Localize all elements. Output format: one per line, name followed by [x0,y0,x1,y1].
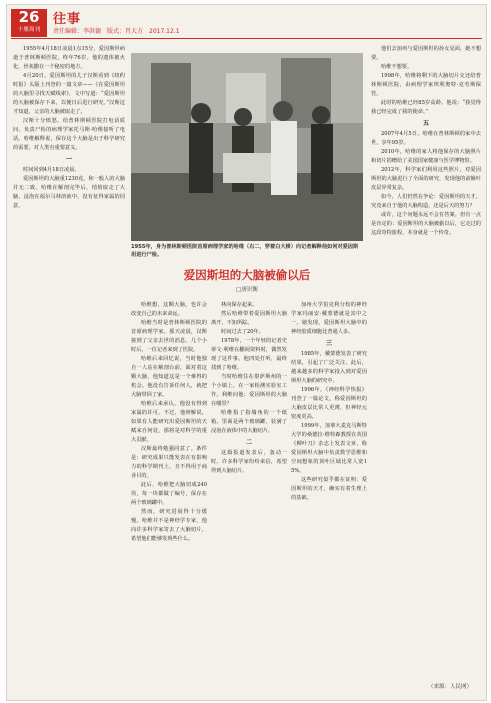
paragraph: 哈维指了指墙角的一个纸箱。里面是两个玻璃罐，装满了浸泡在液体中的大脑切片。 [211,410,287,434]
page-badge [11,9,47,37]
photo-illustration [131,53,363,241]
section-heading: 二 [245,439,252,446]
article-column-1 [13,45,125,695]
paragraph: 4月20日，爱因斯坦的儿子汉斯看到《纽约时报》头版上刊登的一篇文章——《在爱因斯坦的大脑里寻找天赋线索》，文中写道：“爱因斯坦的大脑被保存下来，以便日后进行研究。”汉斯这才知道，父亲的大脑被取走了。 [13,73,125,115]
paragraph: 此后，哈维把大脑切成240块，每一块都做了编号，保存在两个玻璃罐中。 [131,482,207,506]
paragraph: 如今，人们仍然在争论：爱因斯坦的天才，究竟来自于他的大脑构造，还是后天的努力？ [371,194,481,209]
paragraph: 哈维当时是普林斯顿医院的首席病理学家。那天凌晨，汉斯接到了父亲去世的消息。几个小时后，一位记者来到了医院。 [131,320,207,353]
section-heading: 三 [325,340,332,347]
paragraph: 时间过去了20年。 [221,329,264,335]
article-title: 爱因斯坦的大脑被偷以后 [183,268,311,282]
article-column-3 [211,301,287,695]
paragraph: 然而，研究进展得十分缓慢。哈维并不是神经学专家，他向许多科学家寄去了大脑切片，希望他们能够发现些什么。 [131,509,207,542]
article-column-4 [291,301,367,695]
paragraph: 哈维后来承认，他没有得到家属的许可。不过，他辩解说，如果有人能研究出爱因斯坦的天赋来自何处，那将是对科学的重大贡献。 [131,401,207,443]
paragraph: 他们去加州与爱因斯坦的孙女见面，她不想要。 [371,46,481,61]
page-header [7,5,486,41]
paragraph: 这些研究似乎都在证明：爱因斯坦的天才，确实有着生理上的基础。 [291,477,367,501]
paragraph: 1999年，加拿大麦克马斯特大学的桑德拉·维特森教授在英国《柳叶刀》杂志上发表文章，称爱因斯坦大脑中负责数学思维和空间想象的顶叶区域比常人宽15%。 [291,423,367,474]
paragraph: 哈维不想要。 [381,64,413,70]
paragraph: 林向保存起来。 [221,302,258,308]
paragraph: 或许，这个问题永远不会有答案。但有一点是肯定的：爱因斯坦的大脑被偷以后，它走过的这段奇特旅程，本身就是一个传奇。 [371,212,481,236]
paragraph: 1996年，《神经科学快报》刊登了一篇论文，称爱因斯坦的大脑皮层比常人更薄，但神经元密度更高。 [291,387,367,420]
paragraph: 爱因斯坦的大脑重1230克，和一般人的大脑并无二致。哈维在解剖完毕后，悄悄取走了大脑，浸泡在福尔马林溶液中，没有征得家属的同意。 [13,176,125,209]
paragraph: 2010年，哈维的家人将他保存的大脑照片和切片捐赠给了美国国家健康与医学博物馆。 [371,149,481,164]
paragraph: 汉斯十分愤怒，给普林斯顿医院打电话质问。负责尸检的病理学家托马斯·哈维接听了电话。哈维解释说，保存这个大脑是出于科学研究的需要，对人类有重要意义。 [13,118,125,151]
paragraph: 汉斯最终勉强同意了。条件是：研究成果只能发表在有影响力的科学期刊上，且不得用于商业目的。 [131,446,207,479]
paragraph: 此时的哈维已经85岁高龄。他说：“我觉得我已经完成了我的使命。” [371,100,481,115]
page-number: 26 [18,8,40,26]
paragraph: 2007年4月5日，哈维在普林斯顿的家中去世，享年95岁。 [371,131,481,146]
paragraph: 当时哈维住在堪萨斯州的一个小镇上，在一家检测实验室工作。利维问他：爱因斯坦的大脑在哪里？ [211,374,287,407]
paragraph: 哈维想，这颗大脑，也许会改变自己的未来命运。 [131,302,207,317]
publication-name: 十堰周刊 [17,27,41,33]
photo-caption: 1955年，身为普林斯顿医院首席病理学家的哈维（右二，穿着白大褂）向记者解释他如何对爱因斯坦进行尸检。 [131,244,359,258]
paragraph: 1985年，戴蒙德发表了研究结果，引起了广泛关注。此后，越来越多的科学家投入到对爱因斯坦大脑的研究中。 [291,351,367,384]
paragraph: 加州大学伯克利分校的神经学家玛丽安·戴蒙德就是其中之一。她发现，爱因斯坦大脑中的神经胶质细胞比普通人多。 [291,302,367,335]
paragraph: 时间回到4月18日凌晨。 [23,167,80,173]
article-column-5 [371,45,481,681]
header-rule [11,38,482,39]
paragraph: 然后哈维带着爱因斯坦大脑离开，不知所踪。 [211,311,287,326]
article-column-2 [131,301,207,695]
paragraph: 这篇报道发表后，轰动一时。许多科学家纷纷来信，希望得到大脑切片。 [211,450,287,474]
article-byline: □唐识衡 [236,287,258,293]
paragraph: 2012年，科学家们利用这些照片，对爱因斯坦的大脑进行了全面的研究，发现他的前额叶皮层异常复杂。 [371,167,481,191]
paragraph: 1978年，一个年轻的记者史蒂文·利维在翻阅资料时，偶然发现了这件事。他四处打听，最终找到了哈维。 [211,338,287,371]
section-heading: 一 [65,156,72,163]
article-source: （来源：人民网） [427,684,472,690]
section-heading: 五 [422,120,429,127]
historical-photo [131,53,363,241]
editor-credits: 责任编辑：李洪德 版式：肖大方 2017.12.1 [53,28,180,35]
section-title: 往事 [53,12,82,27]
paragraph: 1955年4月18日凌晨1点15分，爱因斯坦病逝于普林斯顿医院，终年76岁。他的遗体被火化，骨灰撒在一个秘密的地方。 [13,46,125,70]
paragraph: 哈维后来回忆说，当时他独自一人站在解剖台前，面对着这颗大脑，他知道这是一个难得的机会。他没有告诉任何人，就把大脑带回了家。 [131,356,207,398]
paragraph: 1998年，哈维将剩下的大脑切片交还给普林斯顿医院，由病理学家埃利奥特·克劳斯保管。 [371,73,481,97]
newspaper-page [6,4,487,701]
